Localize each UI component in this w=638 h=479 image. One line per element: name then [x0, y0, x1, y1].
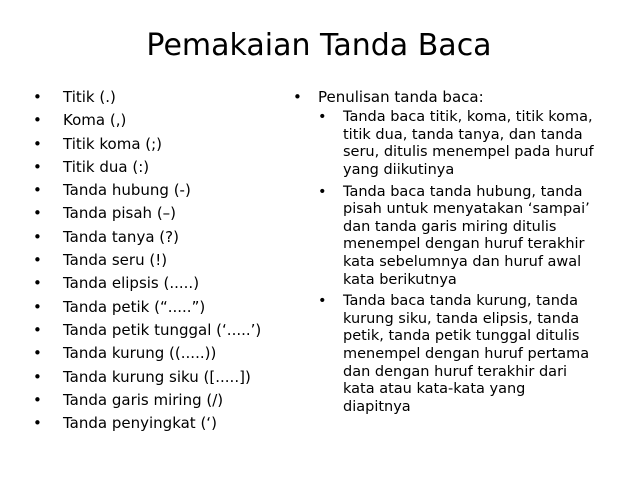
writing-rules-list [293, 86, 628, 420]
list-item-label: Tanda kurung siku ([.....]) [63, 367, 251, 386]
list-item [33, 272, 293, 295]
list-item [33, 296, 293, 319]
list-item-label: Tanda elipsis (.....) [63, 274, 200, 293]
bullet-icon: • [33, 88, 42, 106]
list-item-label: Koma (,) [63, 111, 127, 130]
bullet-icon: • [33, 414, 42, 433]
list-item [33, 109, 293, 132]
bullet-icon: • [318, 293, 327, 310]
rules-sublist [318, 109, 628, 416]
bullet-icon: • [33, 181, 42, 200]
list-item [33, 366, 293, 389]
list-item-label: Titik (.) [63, 88, 116, 106]
list-item-label: Titik koma (;) [63, 134, 163, 153]
bullet-icon: • [33, 134, 42, 153]
list-item [33, 86, 293, 109]
bullet-icon: • [33, 111, 42, 130]
list-item-label: Tanda petik tunggal (‘.....’) [63, 320, 262, 339]
list-item [33, 342, 293, 365]
list-item-label: Tanda garis miring (/) [63, 390, 224, 409]
list-item-label: Tanda hubung (-) [63, 181, 191, 200]
rule-text: Tanda baca titik, koma, titik koma, titik dua, tanda tanya, dan tanda seru, ditulis menempel pada huruf yang diikutinya [343, 109, 594, 179]
list-item [33, 319, 293, 342]
rules-heading: Penulisan tanda baca: [318, 88, 484, 106]
bullet-icon: • [33, 390, 42, 409]
list-item [33, 389, 293, 412]
bullet-icon: • [33, 344, 42, 363]
list-item-label: Tanda penyingkat (‘) [63, 414, 217, 433]
bullet-icon: • [33, 157, 42, 176]
bullet-icon: • [33, 320, 42, 339]
list-item-label: Tanda kurung ((.....)) [63, 344, 217, 363]
rule-item [318, 109, 595, 179]
bullet-icon: • [33, 297, 42, 316]
list-item [33, 133, 293, 156]
bullet-icon: • [318, 109, 327, 126]
bullet-icon: • [33, 204, 42, 223]
list-item-label: Tanda petik (“.....”) [63, 297, 206, 316]
list-item-label: Tanda seru (!) [63, 251, 168, 270]
bullet-icon: • [33, 367, 42, 386]
bullet-icon: • [33, 274, 42, 293]
bullet-icon: • [33, 251, 42, 270]
list-item [33, 412, 293, 435]
list-item-label: Titik dua (:) [63, 157, 150, 176]
list-item [33, 226, 293, 249]
rule-text: Tanda baca tanda kurung, tanda kurung siku, tanda elipsis, tanda petik, tanda petik tunggal ditulis menempel dengan huruf pertama dan dengan huruf terakhir dari kata atau kata-kata yang diapitnya [343, 293, 590, 415]
bullet-icon: • [318, 183, 327, 200]
list-item [33, 179, 293, 202]
rule-text: Tanda baca tanda hubung, tanda pisah untuk menyatakan ‘sampai’ dan tanda garis miring ditulis menempel dengan huruf terakhir kata sebelumnya dan huruf awal kata berikutnya [343, 183, 590, 288]
rule-item [318, 184, 595, 290]
list-item [33, 202, 293, 225]
list-item [33, 156, 293, 179]
rule-item [318, 293, 595, 416]
list-item-label: Tanda pisah (–) [63, 204, 177, 223]
bullet-icon: • [293, 88, 302, 106]
slide-title: Pemakaian Tanda Baca [146, 28, 492, 63]
list-item-label: Tanda tanya (?) [63, 227, 179, 246]
list-item [33, 249, 293, 272]
bullet-icon: • [33, 227, 42, 246]
rules-heading-item [293, 86, 628, 416]
punctuation-list [33, 86, 293, 435]
